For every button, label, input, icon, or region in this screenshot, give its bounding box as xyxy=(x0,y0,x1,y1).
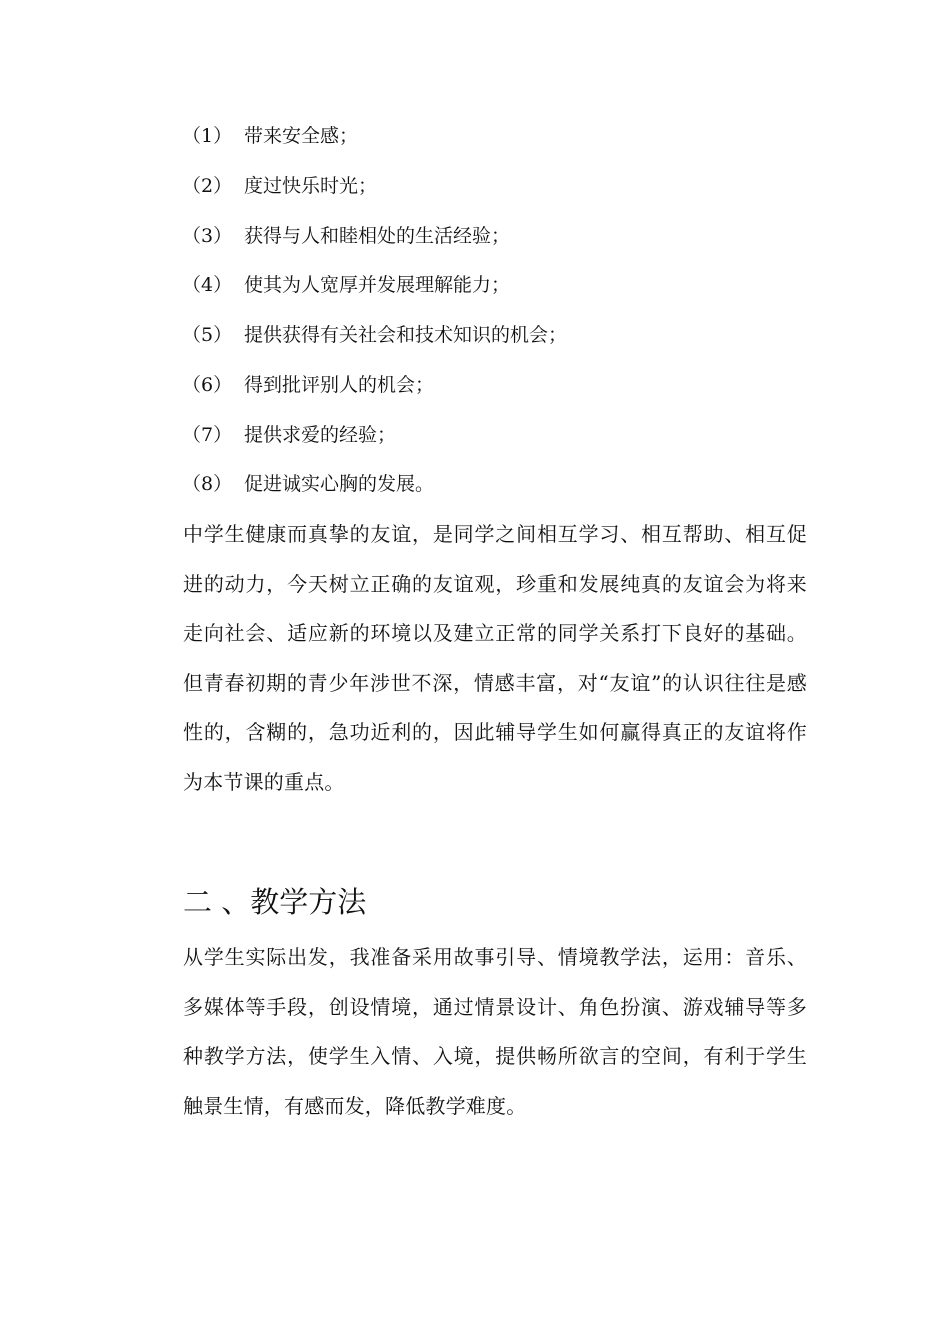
list-item-number: （3） xyxy=(182,225,233,247)
paragraph-friendship: 中学生健康而真挚的友谊，是同学之间相互学习、相互帮助、相互促进的动力，今天树立正确的友谊观，珍重和发展纯真的友谊会为将来走向社会、适应新的环境以及建立正常的同学关系打下良好的基础。但青春初期的青少年涉世不深，情感丰富，对“友谊”的认识往往是感性的，含糊的，急功近利的，因此辅导学生如何赢得真正的友谊将作为本节课的重点。 xyxy=(183,522,807,794)
list-item xyxy=(182,173,377,199)
list-item-number: （6） xyxy=(182,374,233,396)
list-item-text: 促进诚实心胸的发展。 xyxy=(244,473,435,495)
list-item xyxy=(182,372,434,398)
list-item-number: （5） xyxy=(182,324,233,346)
list-item-text: 提供求爱的经验； xyxy=(244,424,397,446)
list-item xyxy=(182,322,567,348)
list-item xyxy=(182,272,510,298)
list-item-text: 得到批评别人的机会； xyxy=(244,374,435,396)
list-item-number: （4） xyxy=(182,274,233,296)
list-item xyxy=(182,471,434,497)
list-item-number: （8） xyxy=(182,473,233,495)
list-item-number: （2） xyxy=(182,175,233,197)
list-item xyxy=(182,223,510,249)
list-item-text: 提供获得有关社会和技术知识的机会； xyxy=(244,324,568,346)
list-item-text: 带来安全感； xyxy=(244,125,359,147)
list-item xyxy=(182,123,358,149)
list-item-text: 使其为人宽厚并发展理解能力； xyxy=(244,274,511,296)
paragraph-teaching-method: 从学生实际出发，我准备采用故事引导、情境教学法，运用：音乐、多媒体等手段，创设情境，通过情景设计、角色扮演、游戏辅导等多种教学方法，使学生入情、入境，提供畅所欲言的空间，有利于学生触景生情，有感而发，降低教学难度。 xyxy=(183,945,807,1118)
list-item-number: （1） xyxy=(182,125,233,147)
list-item-text: 获得与人和睦相处的生活经验； xyxy=(244,225,511,247)
section-heading-teaching-method: 二 、教学方法 xyxy=(183,885,367,919)
list-item-number: （7） xyxy=(182,424,233,446)
list-item xyxy=(182,422,396,448)
list-item-text: 度过快乐时光； xyxy=(244,175,378,197)
